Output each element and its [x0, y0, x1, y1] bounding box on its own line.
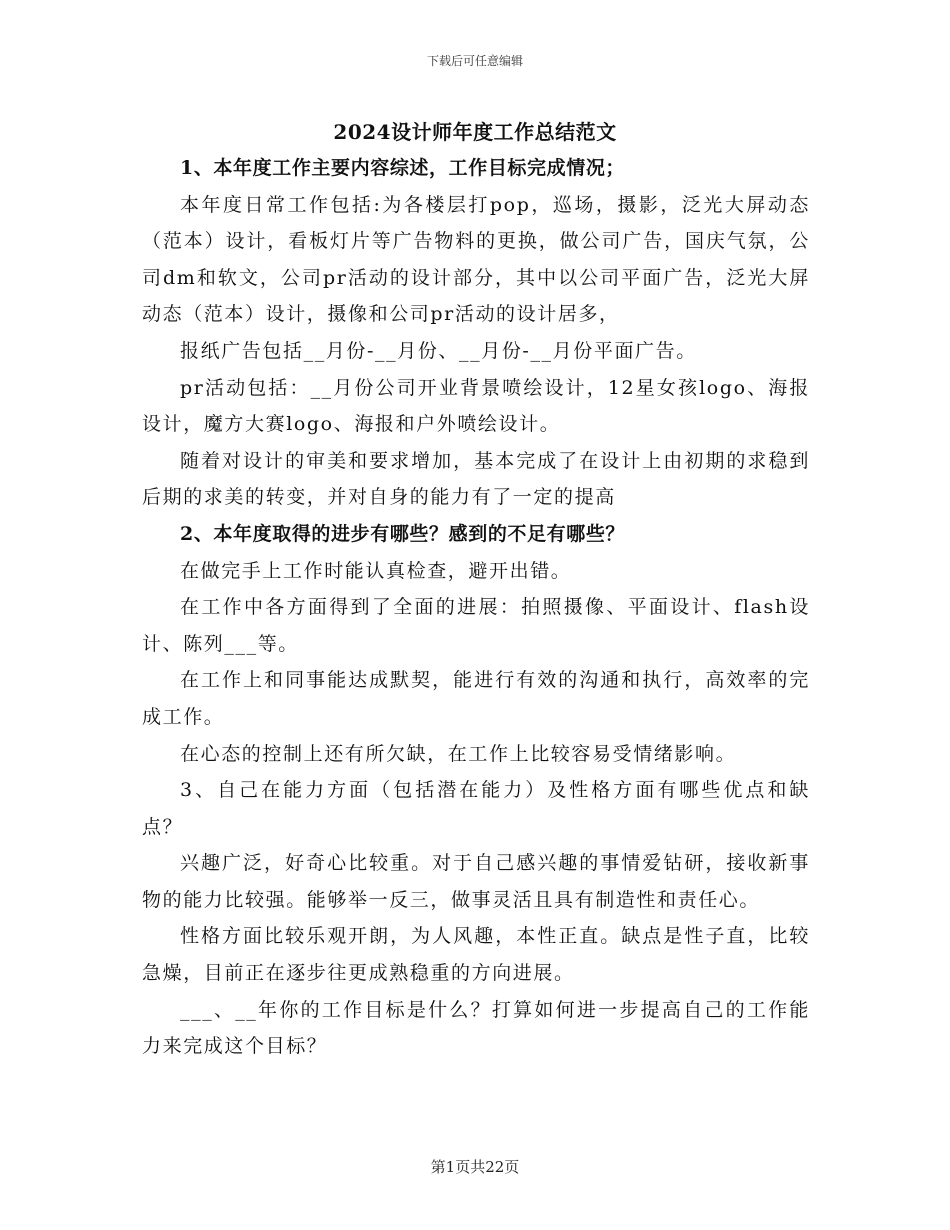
paragraph-pr-activities: pr活动包括：__月份公司开业背景喷绘设计，12星女孩logo、海报设计，魔方大赛logo、海报和户外喷绘设计。 [142, 376, 810, 436]
paragraph-next-year-goal: ___、__年你的工作目标是什么？打算如何进一步提高自己的工作能力来完成这个目标？ [142, 998, 810, 1058]
page-header-note: 下载后可任意编辑 [426, 54, 523, 68]
paragraph-overall-progress: 在工作中各方面得到了全面的进展：拍照摄像、平面设计、flash设计、陈列___等。 [142, 596, 810, 655]
paragraph-newspaper-ads: 报纸广告包括__月份-__月份、__月份-__月份平面广告。 [180, 339, 697, 362]
paragraph-personality: 性格方面比较乐观开朗，为人风趣，本性正直。缺点是性子直，比较急燥，目前正在逐步往更成熟稳重的方向进展。 [142, 925, 810, 985]
section-heading-3: 3、自己在能力方面（包括潜在能力）及性格方面有哪些优点和缺点？ [142, 779, 810, 838]
section-heading-2: 2、本年度取得的进步有哪些？感到的不足有哪些？ [180, 522, 626, 545]
paragraph-daily-work: 本年度日常工作包括:为各楼层打pop，巡场，摄影，泛光大屏动态（范本）设计，看板灯片等广告物料的更换，做公司广告，国庆气氛，公司dm和软文，公司pr活动的设计部分，其中以公司平面广告，泛光大屏动态（范本）设计，摄像和公司pr活动的设计居多， [142, 193, 810, 326]
paragraph-strengths: 兴趣广泛，好奇心比较重。对于自己感兴趣的事情爱钻研，接收新事物的能力比较强。能够举一反三，做事灵活且具有制造性和责任心。 [142, 852, 810, 911]
paragraph-teamwork: 在工作上和同事能达成默契，能进行有效的沟通和执行，高效率的完成工作。 [142, 669, 810, 728]
document-body [142, 150, 810, 1065]
paragraph-design-growth: 随着对设计的审美和要求增加，基本完成了在设计上由初期的求稳到后期的求美的转变，并对自身的能力有了一定的提高 [142, 449, 810, 509]
document-title: 2024设计师年度工作总结范文 [333, 120, 617, 144]
paragraph-shortcomings: 在心态的控制上还有所欠缺，在工作上比较容易受情绪影响。 [180, 742, 737, 765]
page-number: 第1页共22页 [430, 1158, 520, 1176]
section-heading-1: 1、本年度工作主要内容综述，工作目标完成情况； [180, 157, 626, 179]
paragraph-careful-check: 在做完手上工作时能认真检查，避开出错。 [180, 559, 572, 582]
